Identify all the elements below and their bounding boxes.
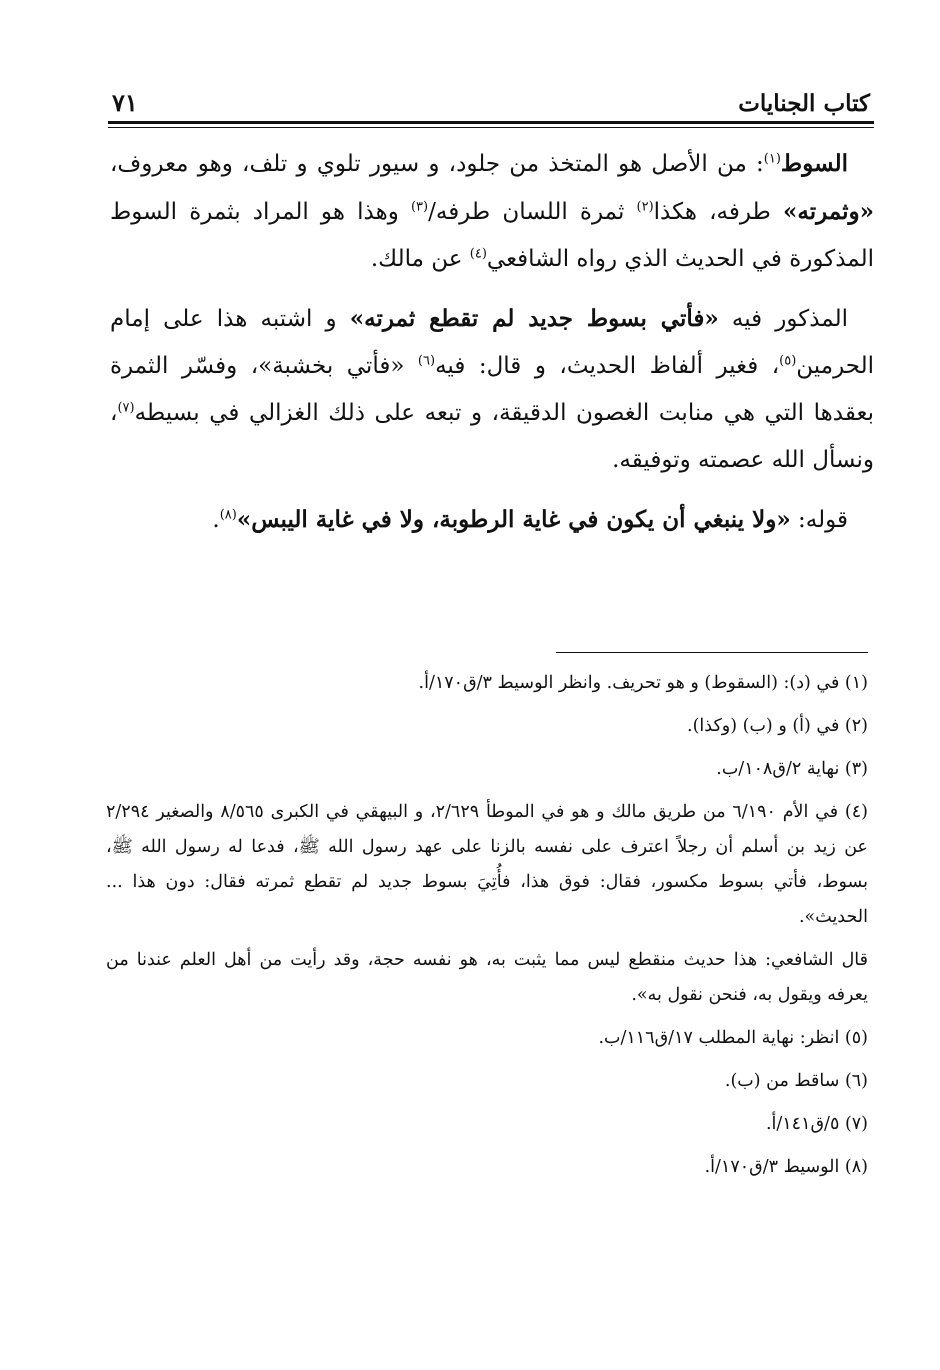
footnote-4: (٤) في الأم ٦/١٩٠ من طريق مالك و هو في الموطأ ٢/٦٢٩، و البيهقي في الكبرى ٨/٥٦٥ والصغير ٢/٢٩٤ عن زيد بن أسلم أن رجلاً اعترف على نفسه بالزنا على عهد رسول الله ﷺ، فدعا له رسول الله ﷺ، بسوط، فأتي بسوط مكسور، فقال: فوق هذا، فأُتِيَ بسوط جديد لم تقطع ثمرته فقال: دون هذا ... الحديث». — [106, 802, 868, 927]
footnote-ref-5: (٥) — [779, 353, 797, 369]
footnote-ref-2: (٢) — [636, 199, 654, 215]
footnote-ref-6: (٦) — [417, 353, 436, 369]
header-rule-thin — [108, 127, 874, 128]
p3-text-1: قوله: — [790, 507, 848, 533]
hadith-quote: «فأتي بسوط جديد لم تقطع ثمرته» — [349, 305, 719, 332]
p2-text-3: ، فغير ألفاظ الحديث، و قال: فيه — [435, 353, 780, 379]
term-thamara: «وثمرته» — [783, 198, 875, 225]
footnote-5: (٥) انظر: نهاية المطلب ١٧/ق١١٦/ب. — [598, 1028, 868, 1048]
footnote-4-continuation: قال الشافعي: هذا حديث منقطع ليس مما يثبت به، هو نفسه حجة، وقد رأيت من أهل العلم عندنا من يعرفه ويقول به، فنحن نقول به». — [106, 950, 868, 1005]
matn-quote: «ولا ينبغي أن يكون في غاية الرطوبة، ولا في غاية اليبس» — [236, 506, 791, 533]
footnote-2: (٢) في (أ) و (ب) (وكذا). — [687, 716, 868, 736]
footnote-ref-1: (١) — [763, 151, 781, 167]
running-header — [108, 84, 870, 124]
footnote-ref-7: (٧) — [117, 400, 135, 416]
header-rule-thick — [108, 121, 874, 124]
page-number: ٧١ — [112, 88, 138, 117]
footnote-ref-4: (٤) — [469, 246, 487, 262]
p2-text-4: «فأتي بخشبة»، وفسّر الثمرة بعقدها التي هي منابت الغصون الدقيقة، و تبعه على ذلك الغزالي في بسيطه — [110, 353, 874, 426]
paragraph-1 — [110, 140, 874, 283]
footnote-6: (٦) ساقط من (ب). — [724, 1071, 868, 1091]
footnote-separator — [556, 652, 868, 653]
p2-text-5: ، ونسأل الله عصمته وتوفيقه. — [110, 400, 874, 473]
footnote-ref-8: (٨) — [219, 507, 237, 523]
footnote-3: (٣) نهاية ٢/ق١٠٨/ب. — [716, 759, 868, 779]
footnote-8: (٨) الوسيط ٣/ق١٧٠/أ. — [704, 1157, 868, 1177]
chapter-title: كتاب الجنايات — [738, 90, 870, 117]
p3-text-2: . — [212, 507, 220, 533]
main-text — [110, 140, 874, 556]
paragraph-3 — [110, 496, 874, 544]
footnote-ref-3: (٣) — [410, 199, 429, 215]
p2-text-1: المذكور فيه — [718, 306, 848, 332]
p1-text-5: عن مالك. — [370, 246, 470, 272]
footnote-1: (١) في (د): (السقوط) و هو تحريف. وانظر الوسيط ٣/ق١٧٠/أ. — [418, 673, 868, 693]
p1-text-1: : من الأصل هو المتخذ من جلود، و سيور تلوي و تلف، وهو معروف، — [110, 151, 764, 177]
paragraph-2 — [110, 295, 874, 484]
footnotes — [106, 666, 868, 1193]
p1-text-2: طرفه، هكذا — [653, 199, 784, 225]
p2-text-2: و اشتبه هذا على إمام الحرمين — [110, 306, 875, 379]
footnote-7: (٧) ٥/ق١٤١/أ. — [765, 1114, 868, 1134]
term-sawt: السوط — [780, 150, 848, 177]
p1-text-4: وهذا هو المراد بثمرة السوط المذكورة في الحديث الذي رواه الشافعي — [110, 199, 874, 272]
p1-text-3: ثمرة اللسان طرفه/ — [428, 199, 637, 225]
